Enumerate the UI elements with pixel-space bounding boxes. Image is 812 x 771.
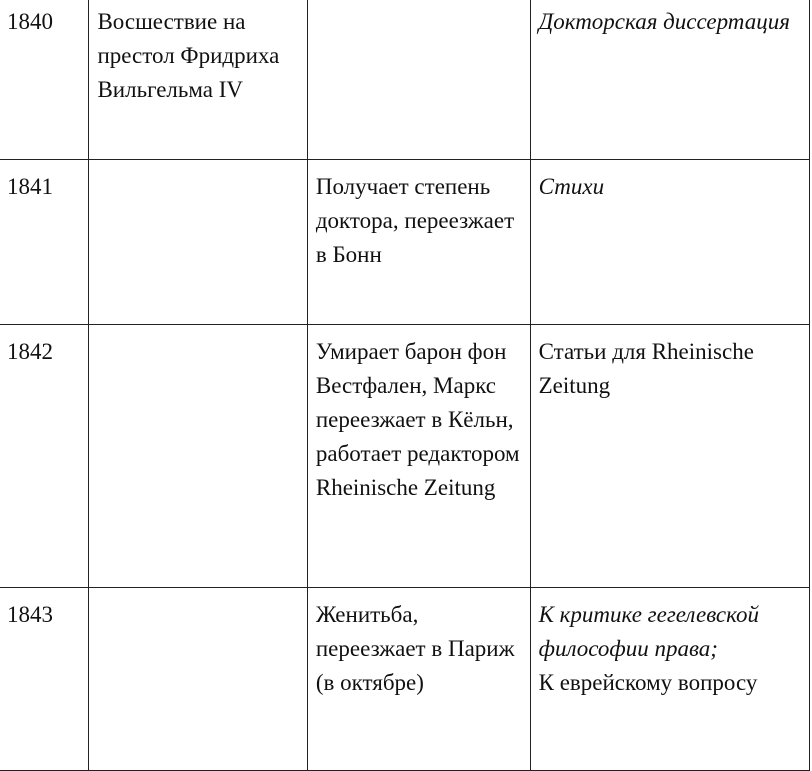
events-cell: [89, 325, 307, 588]
events-cell: [89, 160, 307, 325]
works-title-italic: К критике гегелевской философии права;: [538, 602, 760, 661]
works-cell: [530, 0, 809, 160]
year-cell: 1842: [0, 325, 89, 588]
works-cell: [530, 160, 809, 325]
table-row: [0, 588, 810, 771]
table-row: [0, 160, 810, 325]
works-cell: [530, 325, 809, 588]
biography-cell: [307, 0, 530, 160]
biography-cell: Умирает барон фон Вестфален, Маркс переезжает в Кёльн, работает редактором Rheinische Zeitung: [307, 325, 530, 588]
table-row: [0, 0, 810, 160]
biography-cell: Женитьба, переезжает в Париж (в октябре): [307, 588, 530, 771]
events-cell: Восшествие на престол Фридриха Вильгельма IV: [89, 0, 307, 160]
works-title-italic: Стихи: [538, 174, 605, 199]
year-cell: 1840: [0, 0, 89, 160]
year-cell: 1841: [0, 160, 89, 325]
works-cell: [530, 588, 809, 771]
biography-cell: Получает степень доктора, переезжает в Бонн: [307, 160, 530, 325]
works-title-plain: К еврейскому вопросу: [538, 670, 758, 695]
events-cell: [89, 588, 307, 771]
works-title-italic: Докторская диссертация: [538, 9, 790, 34]
works-title-plain: Статьи для Rheinische Zeitung: [538, 339, 754, 398]
year-cell: 1843: [0, 588, 89, 771]
table-row: [0, 325, 810, 588]
